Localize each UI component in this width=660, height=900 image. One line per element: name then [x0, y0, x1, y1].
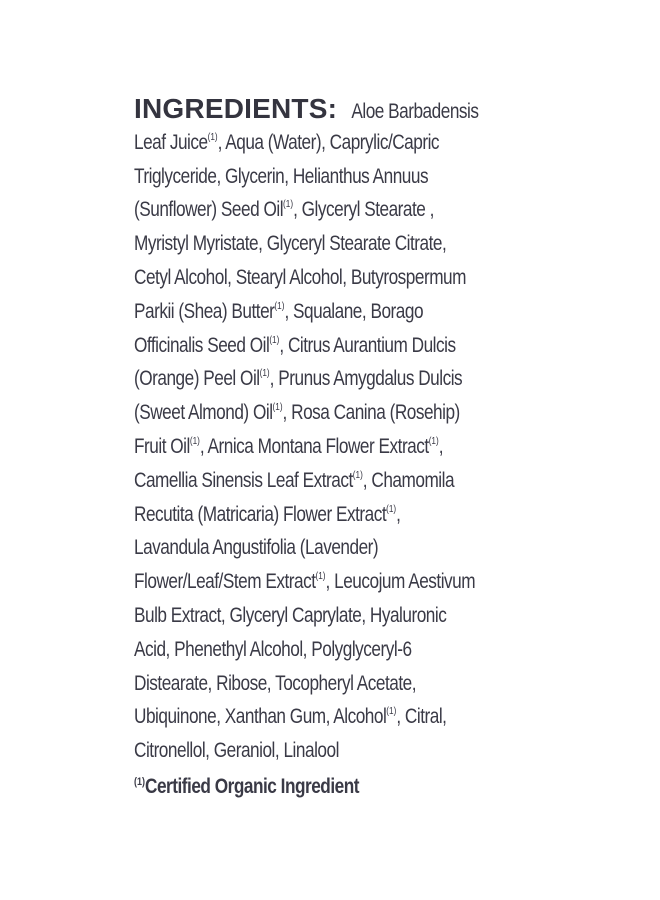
ingredient-text: Cetyl Alcohol, Stearyl Alcohol, Butyrospermum — [134, 265, 466, 289]
organic-marker: (1) — [269, 334, 280, 346]
ingredients-line — [134, 464, 478, 498]
footnote-text: Certified Organic Ingredient — [145, 774, 359, 798]
organic-marker: (1) — [428, 435, 439, 447]
ingredients-line — [134, 261, 478, 295]
ingredient-text: Lavandula Angustifolia (Lavender) — [134, 536, 379, 560]
ingredient-text: , Glyceryl Stearate , — [293, 198, 434, 222]
ingredients-heading: INGREDIENTS: — [134, 93, 338, 124]
ingredient-text: , — [396, 502, 401, 526]
organic-marker: (1) — [259, 368, 270, 380]
ingredients-line — [134, 92, 478, 126]
ingredients-line — [134, 531, 478, 565]
ingredients-line — [134, 498, 478, 532]
ingredient-text: , Citral, — [396, 705, 447, 729]
ingredient-text: , Rosa Canina (Rosehip) — [282, 401, 460, 425]
ingredients-line — [134, 362, 478, 396]
organic-marker: (1) — [386, 503, 397, 515]
organic-marker: (1) — [274, 300, 285, 312]
organic-marker: (1) — [272, 402, 283, 414]
ingredient-text: , Aqua (Water), Caprylic/Capric — [217, 130, 440, 154]
ingredient-text: , Chamomila — [362, 468, 455, 492]
ingredient-text: , Citrus Aurantium Dulcis — [279, 333, 456, 357]
organic-marker: (1) — [189, 435, 200, 447]
organic-marker: (1) — [283, 199, 294, 211]
ingredients-line — [134, 430, 478, 464]
ingredient-text: Aloe Barbadensis — [351, 100, 479, 123]
ingredient-text: , Prunus Amygdalus Dulcis — [269, 367, 463, 391]
organic-marker: (1) — [386, 706, 397, 718]
ingredients-line — [134, 633, 478, 667]
ingredients-line — [134, 396, 478, 430]
ingredients-line — [134, 295, 478, 329]
organic-marker: (1) — [315, 571, 326, 583]
ingredients-line — [134, 126, 478, 160]
ingredient-text: Ubiquinone, Xanthan Gum, Alcohol — [134, 705, 387, 729]
ingredient-text: Recutita (Matricaria) Flower Extract — [134, 502, 387, 526]
ingredient-text: Fruit Oil — [134, 434, 190, 458]
ingredient-text: Acid, Phenethyl Alcohol, Polyglyceryl-6 — [134, 637, 412, 661]
ingredients-line — [134, 599, 478, 633]
ingredients-line — [134, 160, 478, 194]
organic-marker: (1) — [207, 131, 218, 143]
ingredients-line — [134, 667, 478, 701]
ingredient-text: Officinalis Seed Oil — [134, 333, 270, 357]
ingredient-text: , Arnica Montana Flower Extract — [199, 434, 429, 458]
ingredient-text: Camellia Sinensis Leaf Extract — [134, 468, 353, 492]
ingredient-text: Distearate, Ribose, Tocopheryl Acetate, — [134, 671, 417, 695]
ingredient-text: Flower/Leaf/Stem Extract — [134, 570, 316, 594]
ingredient-text: (Orange) Peel Oil — [134, 367, 260, 391]
footnote-marker: (1) — [134, 775, 146, 788]
ingredients-list — [134, 126, 554, 768]
ingredient-text: (Sunflower) Seed Oil — [134, 198, 284, 222]
ingredient-text: Leaf Juice — [134, 130, 208, 154]
ingredients-line — [134, 227, 478, 261]
ingredient-text: (Sweet Almond) Oil — [134, 401, 273, 425]
ingredients-line — [134, 734, 478, 768]
ingredients-line — [134, 565, 478, 599]
organic-marker: (1) — [352, 469, 363, 481]
ingredient-text: , — [438, 434, 444, 458]
ingredient-text: , Leucojum Aestivum — [325, 570, 476, 594]
ingredient-text: Triglyceride, Glycerin, Helianthus Annuus — [134, 164, 429, 188]
ingredient-text: Bulb Extract, Glyceryl Caprylate, Hyaluronic — [134, 603, 447, 627]
ingredients-line — [134, 329, 478, 363]
ingredient-text: , Squalane, Borago — [284, 299, 424, 323]
ingredient-text: Myristyl Myristate, Glyceryl Stearate Citrate, — [134, 232, 447, 256]
footnote — [134, 770, 478, 804]
ingredient-text: Parkii (Shea) Butter — [134, 299, 275, 323]
ingredients-line — [134, 700, 478, 734]
ingredients-label — [134, 92, 554, 804]
ingredients-line — [134, 193, 478, 227]
ingredient-text: Citronellol, Geraniol, Linalool — [134, 739, 339, 763]
